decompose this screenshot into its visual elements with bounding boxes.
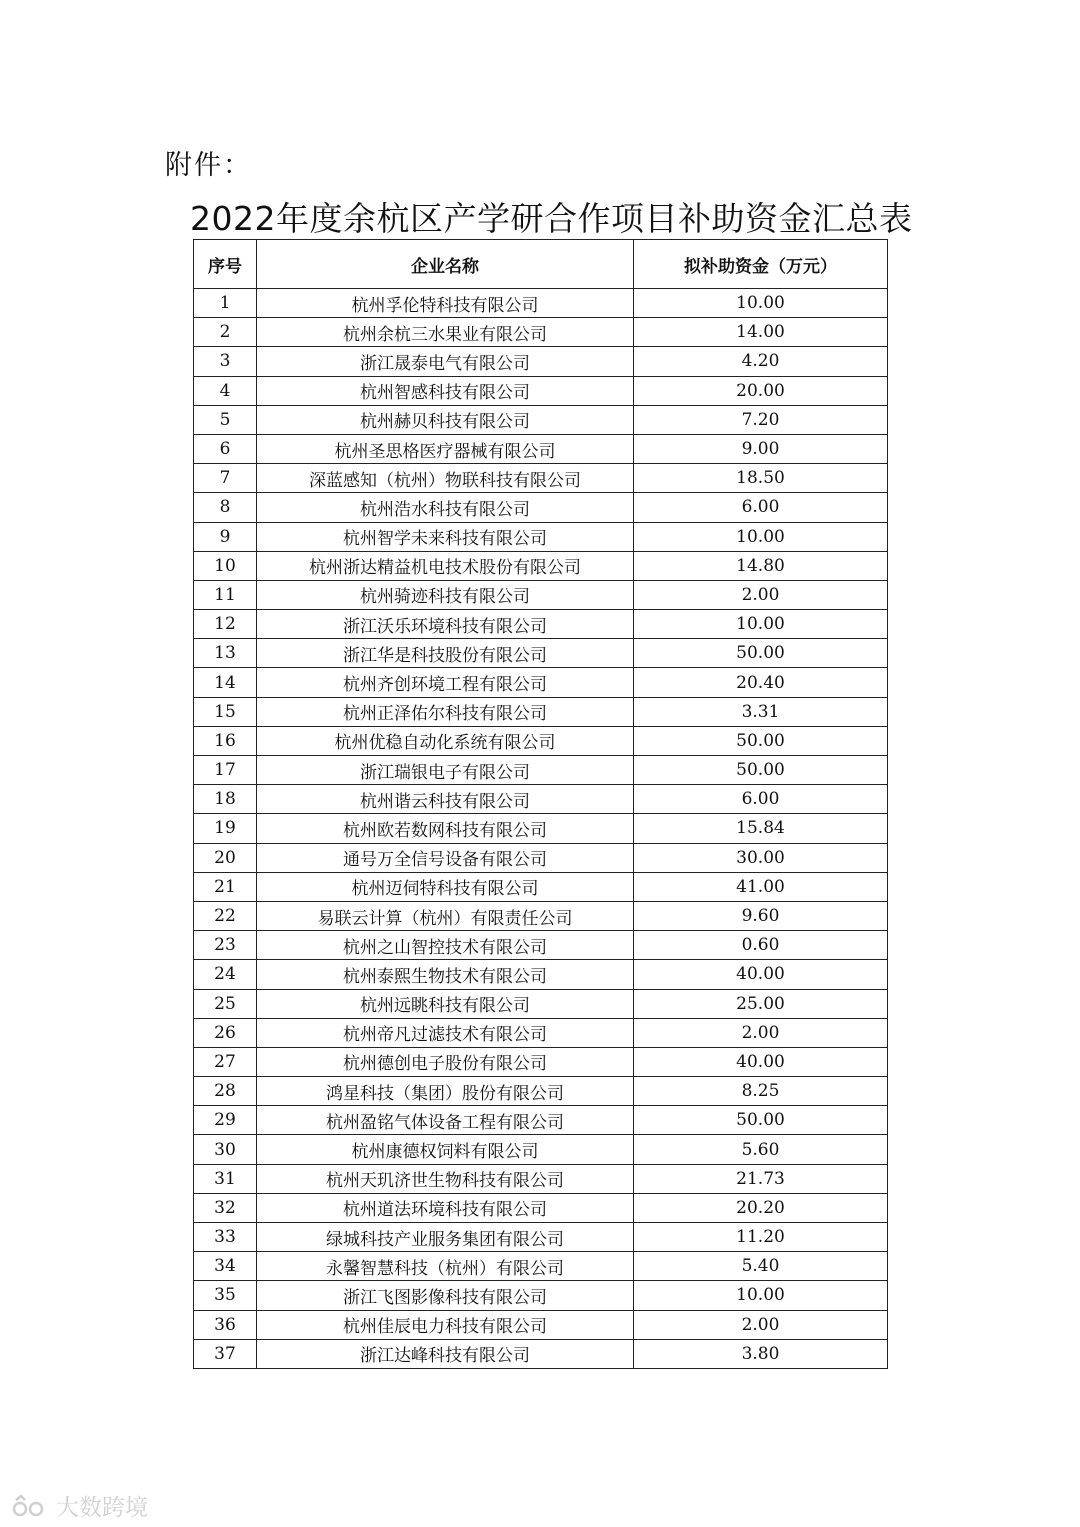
cell-serial-number: 17 [194,756,257,785]
cell-subsidy-amount: 6.00 [634,785,888,814]
subsidy-summary-table [193,239,888,1369]
cell-serial-number: 19 [194,814,257,843]
cell-subsidy-amount: 3.80 [634,1339,888,1368]
cell-subsidy-amount: 0.60 [634,931,888,960]
cell-serial-number: 26 [194,1018,257,1047]
cell-company-name: 杭州智学未来科技有限公司 [257,522,634,551]
cell-serial-number: 23 [194,931,257,960]
table-row [194,989,888,1018]
cell-serial-number: 2 [194,318,257,347]
cell-serial-number: 12 [194,610,257,639]
header-company-name: 企业名称 [257,240,634,289]
cell-company-name: 杭州优稳自动化系统有限公司 [257,726,634,755]
table-row [194,464,888,493]
cell-subsidy-amount: 6.00 [634,493,888,522]
table-row [194,697,888,726]
cell-serial-number: 34 [194,1252,257,1281]
table-row [194,1193,888,1222]
cell-company-name: 浙江飞图影像科技有限公司 [257,1281,634,1310]
table-body [194,289,888,1369]
cell-serial-number: 1 [194,289,257,318]
table-row [194,1135,888,1164]
cell-company-name: 杭州道法环境科技有限公司 [257,1193,634,1222]
cell-subsidy-amount: 20.00 [634,376,888,405]
attachment-label: 附件： [165,150,252,181]
header-serial-number: 序号 [194,240,257,289]
table-row [194,1077,888,1106]
cell-subsidy-amount: 5.60 [634,1135,888,1164]
cell-serial-number: 29 [194,1106,257,1135]
cell-serial-number: 25 [194,989,257,1018]
cell-company-name: 杭州智感科技有限公司 [257,376,634,405]
cell-subsidy-amount: 10.00 [634,610,888,639]
header-subsidy-amount: 拟补助资金（万元） [634,240,888,289]
cell-subsidy-amount: 25.00 [634,989,888,1018]
cell-company-name: 浙江达峰科技有限公司 [257,1339,634,1368]
document-title: 2022年度余杭区产学研合作项目补助资金汇总表 [190,199,913,238]
table-row [194,347,888,376]
cell-subsidy-amount: 2.00 [634,1018,888,1047]
table-row [194,901,888,930]
cell-company-name: 杭州佳辰电力科技有限公司 [257,1310,634,1339]
table-row [194,289,888,318]
table-row [194,376,888,405]
cell-subsidy-amount: 4.20 [634,347,888,376]
cell-subsidy-amount: 9.00 [634,434,888,463]
cell-company-name: 杭州赫贝科技有限公司 [257,405,634,434]
watermark-logo-icon [12,1493,52,1519]
cell-company-name: 杭州欧若数网科技有限公司 [257,814,634,843]
table-row [194,1281,888,1310]
cell-serial-number: 15 [194,697,257,726]
cell-subsidy-amount: 11.20 [634,1223,888,1252]
cell-serial-number: 14 [194,668,257,697]
cell-subsidy-amount: 10.00 [634,522,888,551]
cell-subsidy-amount: 7.20 [634,405,888,434]
cell-company-name: 杭州浙达精益机电技术股份有限公司 [257,551,634,580]
table-row [194,551,888,580]
cell-subsidy-amount: 50.00 [634,1106,888,1135]
cell-subsidy-amount: 9.60 [634,901,888,930]
cell-company-name: 绿城科技产业服务集团有限公司 [257,1223,634,1252]
cell-serial-number: 35 [194,1281,257,1310]
table-row [194,639,888,668]
cell-serial-number: 36 [194,1310,257,1339]
cell-subsidy-amount: 2.00 [634,580,888,609]
cell-subsidy-amount: 14.80 [634,551,888,580]
cell-serial-number: 32 [194,1193,257,1222]
cell-subsidy-amount: 50.00 [634,639,888,668]
cell-company-name: 杭州谐云科技有限公司 [257,785,634,814]
table-row [194,1339,888,1368]
table-row [194,318,888,347]
cell-company-name: 鸿星科技（集团）股份有限公司 [257,1077,634,1106]
table-row [194,580,888,609]
cell-subsidy-amount: 41.00 [634,872,888,901]
cell-subsidy-amount: 2.00 [634,1310,888,1339]
cell-subsidy-amount: 5.40 [634,1252,888,1281]
cell-company-name: 永馨智慧科技（杭州）有限公司 [257,1252,634,1281]
cell-company-name: 浙江沃乐环境科技有限公司 [257,610,634,639]
cell-serial-number: 8 [194,493,257,522]
cell-serial-number: 21 [194,872,257,901]
cell-company-name: 杭州盈铭气体设备工程有限公司 [257,1106,634,1135]
cell-serial-number: 24 [194,960,257,989]
cell-company-name: 杭州帝凡过滤技术有限公司 [257,1018,634,1047]
cell-subsidy-amount: 40.00 [634,960,888,989]
cell-company-name: 杭州孚伦特科技有限公司 [257,289,634,318]
table-row [194,843,888,872]
cell-subsidy-amount: 21.73 [634,1164,888,1193]
table-row [194,1018,888,1047]
cell-subsidy-amount: 10.00 [634,289,888,318]
table-row [194,668,888,697]
table-row [194,931,888,960]
table-row [194,814,888,843]
cell-serial-number: 7 [194,464,257,493]
table-row [194,405,888,434]
cell-company-name: 杭州之山智控技术有限公司 [257,931,634,960]
cell-subsidy-amount: 18.50 [634,464,888,493]
cell-subsidy-amount: 10.00 [634,1281,888,1310]
cell-company-name: 杭州骑迹科技有限公司 [257,580,634,609]
table-row [194,434,888,463]
cell-company-name: 浙江瑞银电子有限公司 [257,756,634,785]
cell-subsidy-amount: 14.00 [634,318,888,347]
watermark [12,1489,148,1522]
cell-subsidy-amount: 20.20 [634,1193,888,1222]
cell-subsidy-amount: 30.00 [634,843,888,872]
cell-serial-number: 30 [194,1135,257,1164]
cell-serial-number: 4 [194,376,257,405]
cell-company-name: 杭州天玑济世生物科技有限公司 [257,1164,634,1193]
table-row [194,1223,888,1252]
cell-company-name: 杭州圣思格医疗器械有限公司 [257,434,634,463]
cell-serial-number: 18 [194,785,257,814]
table-row [194,785,888,814]
cell-company-name: 浙江晟泰电气有限公司 [257,347,634,376]
cell-company-name: 杭州齐创环境工程有限公司 [257,668,634,697]
cell-subsidy-amount: 3.31 [634,697,888,726]
cell-serial-number: 16 [194,726,257,755]
table-row [194,1047,888,1076]
cell-serial-number: 28 [194,1077,257,1106]
table-row [194,1164,888,1193]
table-row [194,1252,888,1281]
cell-serial-number: 27 [194,1047,257,1076]
cell-company-name: 深蓝感知（杭州）物联科技有限公司 [257,464,634,493]
cell-serial-number: 6 [194,434,257,463]
cell-subsidy-amount: 20.40 [634,668,888,697]
cell-serial-number: 22 [194,901,257,930]
cell-subsidy-amount: 50.00 [634,726,888,755]
cell-serial-number: 5 [194,405,257,434]
table-row [194,756,888,785]
table-row [194,872,888,901]
cell-company-name: 杭州迈伺特科技有限公司 [257,872,634,901]
table-row [194,726,888,755]
table-row [194,1310,888,1339]
cell-serial-number: 9 [194,522,257,551]
cell-subsidy-amount: 50.00 [634,756,888,785]
table-row [194,960,888,989]
cell-company-name: 杭州康德权饲料有限公司 [257,1135,634,1164]
cell-company-name: 杭州远眺科技有限公司 [257,989,634,1018]
table-row [194,522,888,551]
table-header-row [194,240,888,289]
cell-company-name: 杭州德创电子股份有限公司 [257,1047,634,1076]
cell-subsidy-amount: 40.00 [634,1047,888,1076]
cell-serial-number: 31 [194,1164,257,1193]
cell-company-name: 通号万全信号设备有限公司 [257,843,634,872]
cell-company-name: 浙江华是科技股份有限公司 [257,639,634,668]
cell-serial-number: 11 [194,580,257,609]
cell-company-name: 易联云计算（杭州）有限责任公司 [257,901,634,930]
table-row [194,493,888,522]
watermark-text: 大数跨境 [56,1495,148,1521]
cell-serial-number: 3 [194,347,257,376]
cell-company-name: 杭州泰熙生物技术有限公司 [257,960,634,989]
cell-serial-number: 13 [194,639,257,668]
cell-subsidy-amount: 15.84 [634,814,888,843]
cell-serial-number: 37 [194,1339,257,1368]
cell-serial-number: 10 [194,551,257,580]
cell-serial-number: 33 [194,1223,257,1252]
table-row [194,1106,888,1135]
cell-company-name: 杭州浩水科技有限公司 [257,493,634,522]
cell-company-name: 杭州正泽佑尔科技有限公司 [257,697,634,726]
cell-subsidy-amount: 8.25 [634,1077,888,1106]
table-row [194,610,888,639]
cell-company-name: 杭州余杭三水果业有限公司 [257,318,634,347]
cell-serial-number: 20 [194,843,257,872]
